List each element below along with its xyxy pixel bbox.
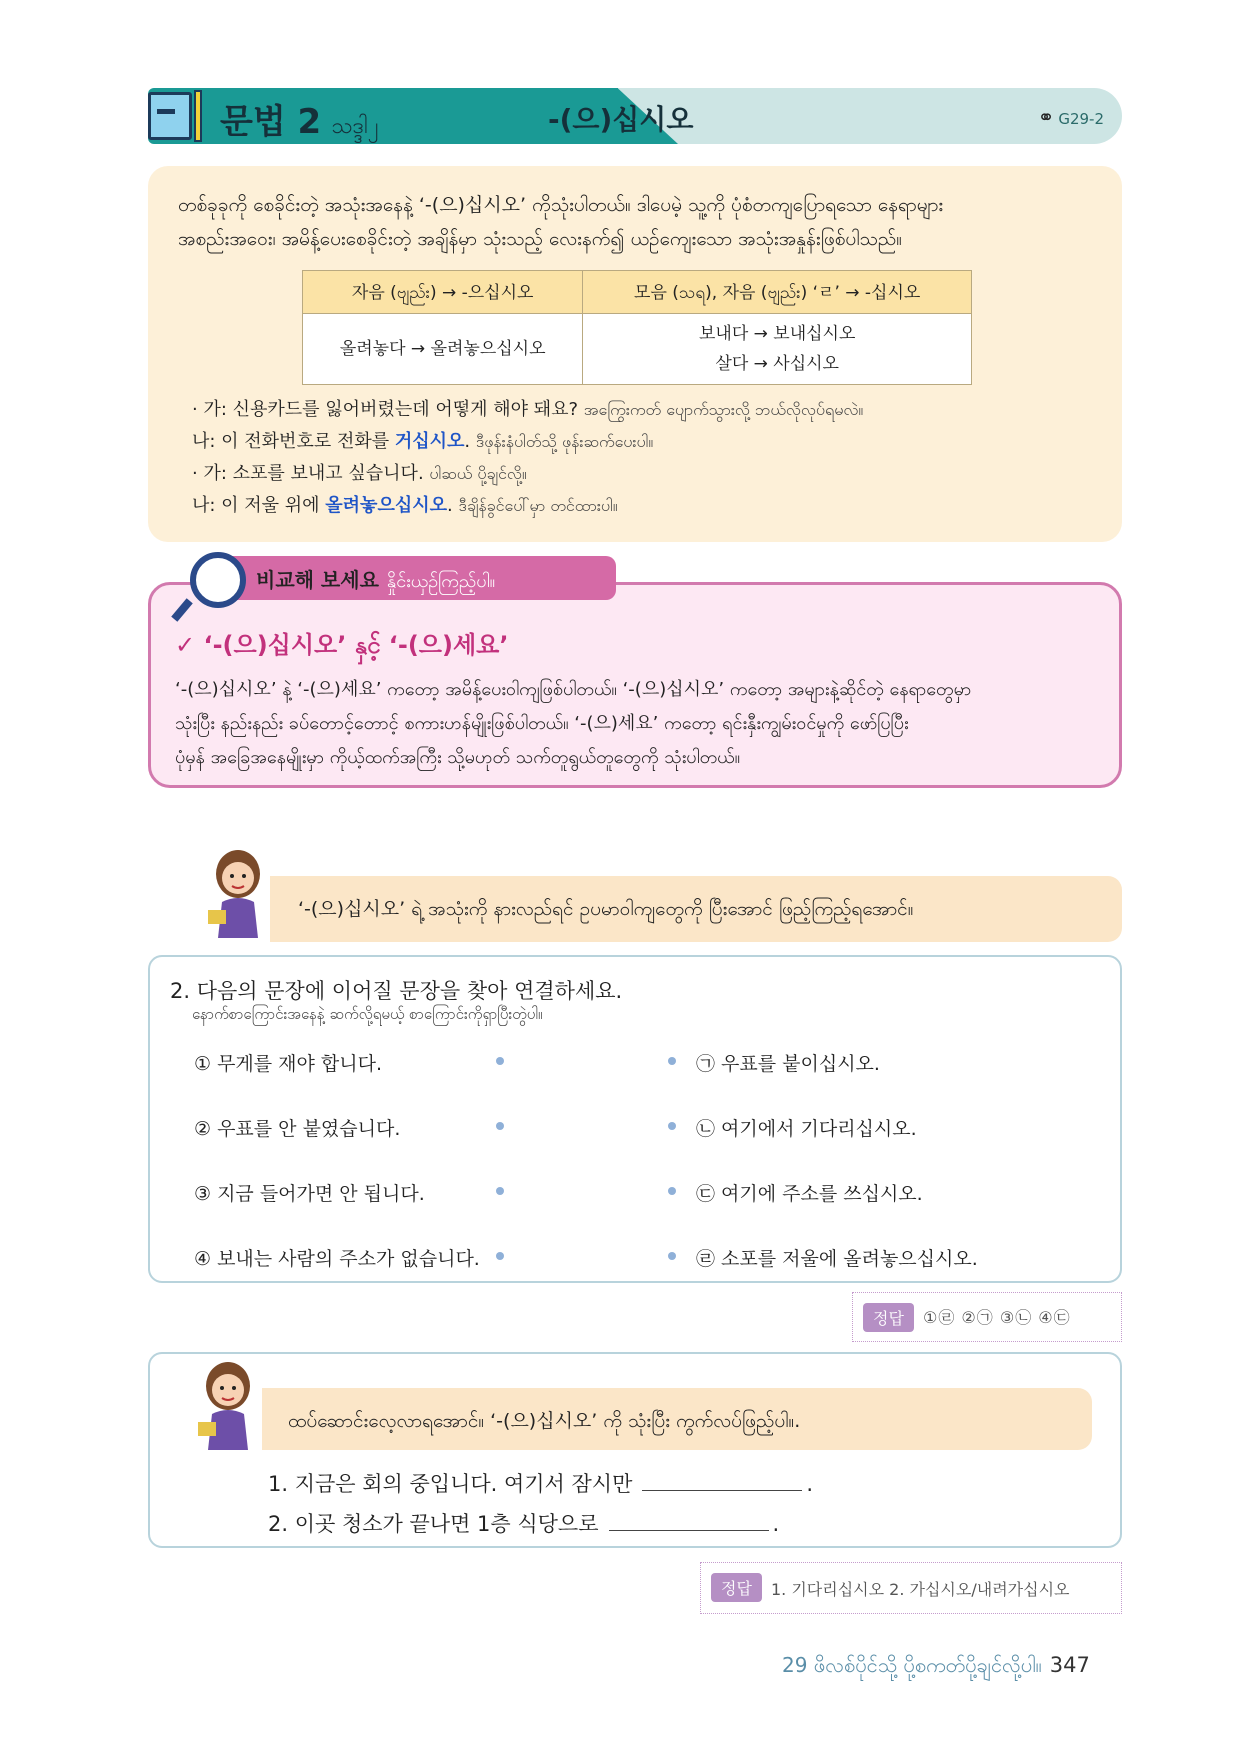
- fill-item-text: 1. 지금은 회의 중입니다. 여기서 잠시만: [268, 1472, 633, 1496]
- match-dot-right[interactable]: [668, 1122, 676, 1130]
- example-my: ဒီဖုန်းနံပါတ်သို့ ဖုန်းဆက်ပေးပါ။: [475, 432, 654, 451]
- compare-tab-label: [256, 564, 495, 596]
- explanation-box: [148, 166, 1122, 542]
- page-footer: [782, 1652, 1090, 1682]
- exercise-question-my: နောက်စာကြောင်းအနေနဲ့ ဆက်လို့ရမယ့် စာကြောင်းကိုရှာပြီးတွဲပါ။: [192, 1005, 543, 1023]
- answer-box: [700, 1562, 1122, 1614]
- grammar-title: [220, 94, 379, 144]
- answer-text: ①㉣ ②㉠ ③㉡ ④㉢: [923, 1308, 1071, 1327]
- practice-instruction: ထပ်ဆောင်းလေ့လာရအောင်။ ‘-(으)십시오’ ကို သုံးပြီး ကွက်လပ်ဖြည့်ပါ။.: [288, 1410, 801, 1432]
- example-row: [192, 490, 863, 522]
- fill-item: [268, 1468, 813, 1498]
- practice-instruction-banner: [270, 876, 1122, 942]
- compare-tab-my: နှိုင်းယှဉ်ကြည့်ပါ။: [386, 571, 496, 592]
- example-highlight: 올려놓으십시오: [325, 495, 447, 516]
- match-dot-right[interactable]: [668, 1187, 676, 1195]
- answer-badge: 정답: [863, 1303, 914, 1332]
- match-left-item: ② 우표를 안 붙였습니다.: [194, 1118, 401, 1140]
- compare-heading-text: ‘-(으)십시오’ နှင့် ‘-(으)세요’: [203, 631, 509, 659]
- compare-tab-ko: 비교해 보세요: [256, 568, 379, 592]
- answer-badge: 정답: [711, 1573, 762, 1602]
- example-ko: 나: 이 저울 위에: [192, 495, 326, 516]
- fill-item-punct: .: [772, 1512, 780, 1536]
- pencil-icon: [194, 90, 202, 142]
- match-left-item: ① 무게를 재야 합니다.: [194, 1053, 383, 1075]
- example-punct: .: [447, 495, 453, 516]
- example-dialogues: [192, 394, 863, 522]
- audio-code: G29-2: [1058, 110, 1104, 128]
- match-right-item: ㉢ 여기에 주소를 쓰십시오.: [696, 1183, 923, 1205]
- example-row: [192, 426, 863, 458]
- table-header-consonant: 자음 (ဗျည်း) → -으십시오: [303, 271, 583, 314]
- table-example: 보내다 → 보내십시오: [698, 324, 856, 344]
- example-my: ပါဆယ် ပို့ချင်လို့။: [429, 464, 527, 483]
- practice-instruction-banner: [262, 1388, 1092, 1450]
- compare-box: [148, 582, 1122, 788]
- example-my: အကြွေးကတ် ပျောက်သွားလို့ ဘယ်လိုလုပ်ရမလဲ။: [583, 400, 864, 419]
- compare-line: ပုံမှန် အခြေအနေမျိုးမှာ ကိုယ့်ထက်အကြီး သို့မဟုတ် သက်တူရွယ်တူတွေကို သုံးပါတယ်။: [175, 747, 741, 768]
- example-ko: · 가: 신용카드를 잃어버렸는데 어떻게 해야 돼요?: [192, 399, 579, 420]
- practice-instruction: ‘-(으)십시오’ ရဲ့ အသုံးကို နားလည်ရင် ဥပမာဝါကျတွေကို ပြီးအောင် ဖြည့်ကြည့်ရအောင်။: [298, 898, 914, 920]
- table-cell-consonant-example: 올려놓다 → 올려놓으십시오: [303, 314, 583, 385]
- fill-blank[interactable]: [609, 1510, 769, 1531]
- explanation-text: [178, 188, 1098, 256]
- grammar-topic: -(으)십시오: [548, 103, 694, 136]
- compare-line: သုံးပြီး နည်းနည်း ခပ်တောင့်တောင့် စကားဟန်မျိုးဖြစ်ပါတယ်။ ‘-(으)세요’ ကတော့ ရင်းနှီးကျွမ်းဝင်မှုကို ဖော်ပြပြီး: [175, 713, 909, 734]
- explanation-line: အစည်းအဝေး၊ အမိန့်ပေးစေခိုင်းတဲ့ အချိန်မှာ သုံးသည့် လေးနက်၍ ယဉ်ကျေးသော အသုံးအနှုန်းဖြစ်ပါသည်။: [178, 228, 903, 250]
- match-right-item: ㉡ 여기에서 기다리십시오.: [696, 1118, 917, 1140]
- book-icon: [148, 92, 192, 140]
- teacher-illustration-icon: [188, 1352, 268, 1452]
- grammar-title-my: သဒ္ဒါ၂: [331, 114, 379, 139]
- headphones-icon: ⚭: [1037, 105, 1055, 129]
- match-right-item: ㉣ 소포를 저울에 올려놓으십시오.: [696, 1248, 978, 1270]
- table-header-vowel: 모음 (သရ), 자음 (ဗျည်း) ‘ㄹ’ → -십시오: [583, 271, 972, 314]
- page-number: 347: [1049, 1653, 1090, 1677]
- audio-track[interactable]: [1038, 105, 1104, 129]
- section-header: [148, 88, 1122, 144]
- match-dot-left[interactable]: [496, 1187, 504, 1195]
- chapter-title: 29 ဖိလစ်ပိုင်သို့ ပို့စကတ်ပို့ချင်လို့ပါ။: [782, 1653, 1042, 1677]
- compare-heading: [175, 625, 508, 665]
- conjugation-table: [302, 270, 972, 385]
- match-left-item: ④ 보내는 사람의 주소가 없습니다.: [194, 1248, 480, 1270]
- magnifier-icon: [190, 552, 246, 608]
- match-right-item: ㉠ 우표를 붙이십시오.: [696, 1053, 880, 1075]
- example-my: ဒီချိန်ခွင်ပေါ်မှာ တင်ထားပါ။: [458, 496, 618, 515]
- answer-box: [852, 1292, 1122, 1342]
- example-ko: · 가: 소포를 보내고 싶습니다.: [192, 463, 424, 484]
- match-dot-left[interactable]: [496, 1057, 504, 1065]
- example-ko: 나: 이 전화번호로 전화를: [192, 431, 395, 452]
- example-row: [192, 458, 863, 490]
- fill-blank[interactable]: [642, 1470, 802, 1491]
- fill-item-text: 2. 이곳 청소가 끝나면 1층 식당으로: [268, 1512, 599, 1536]
- grammar-title-ko: 문법 2: [220, 102, 322, 142]
- check-icon: ✓: [175, 631, 204, 659]
- match-dot-right[interactable]: [668, 1252, 676, 1260]
- fill-in-exercise: [148, 1352, 1122, 1548]
- example-highlight: 거십시오: [394, 431, 465, 452]
- explanation-line: တစ်ခုခုကို စေခိုင်းတဲ့ အသုံးအနေနဲ့ ‘-(으)십시오’ ကိုသုံးပါတယ်။ ဒါပေမဲ့ သူ့ကို ပုံစံတကျပြောရသော နေရာများ: [178, 194, 944, 216]
- match-dot-right[interactable]: [668, 1057, 676, 1065]
- example-row: [192, 394, 863, 426]
- compare-line: ‘-(으)십시오’ နဲ့ ‘-(으)세요’ ကတော့ အမိန့်ပေးဝါကျဖြစ်ပါတယ်။ ‘-(으)십시오’ ကတော့ အများနဲ့ဆိုင်တဲ့ နေရာတွေမှာ: [175, 679, 972, 700]
- match-dot-left[interactable]: [496, 1252, 504, 1260]
- matching-exercise: [148, 955, 1122, 1283]
- example-punct: .: [464, 431, 471, 452]
- fill-item-punct: .: [806, 1472, 814, 1496]
- teacher-illustration-icon: [198, 840, 278, 940]
- exercise-question: 2. 다음의 문장에 이어질 문장을 찾아 연결하세요.: [170, 979, 623, 1003]
- answer-text: 1. 기다리십시오 2. 가십시오/내려가십시오: [771, 1580, 1070, 1599]
- table-cell-vowel-examples: [583, 314, 972, 385]
- table-example: 살다 → 사십시오: [715, 354, 839, 374]
- fill-item: [268, 1508, 779, 1538]
- compare-body: [175, 673, 1095, 775]
- match-left-item: ③ 지금 들어가면 안 됩니다.: [194, 1183, 425, 1205]
- compare-tab: [216, 556, 616, 600]
- match-dot-left[interactable]: [496, 1122, 504, 1130]
